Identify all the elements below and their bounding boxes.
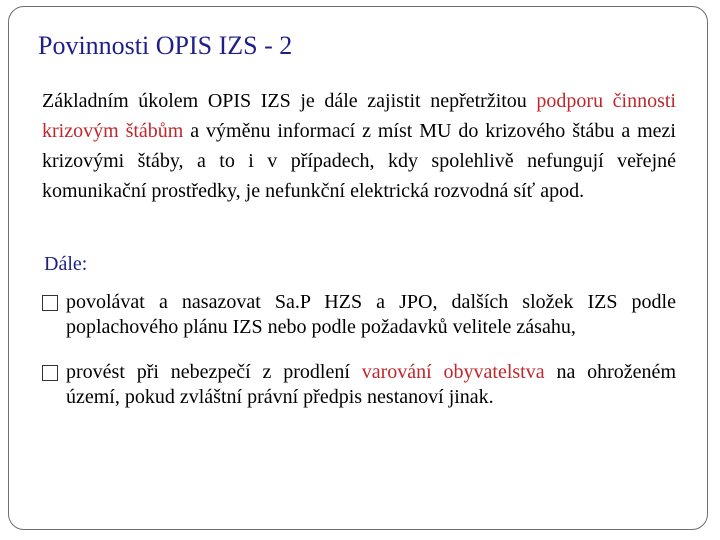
bullet-text-2-part2: na ohroženém území, pokud zvláštní právní předpis nestanoví jinak. <box>66 361 676 408</box>
intro-paragraph <box>42 86 676 206</box>
intro-text-part1: Základním úkolem OPIS IZS je dále zajistit nepřetržitou <box>42 90 537 112</box>
slide-title: Povinnosti OPIS IZS - 2 <box>38 31 293 60</box>
bullet-text-1: povolávat a nasazovat Sa.P HZS a JPO, dalších složek IZS podle poplachového plánu IZS nebo podle požadavků velitele zásahu, <box>66 291 676 338</box>
bullet-item-2 <box>42 360 676 410</box>
bullet-highlight: varování obyvatelstva <box>361 361 545 383</box>
intro-text-part2: a výměnu informací z míst MU do krizového štábu a mezi krizovými štáby, a to i v případech, kdy spolehlivě nefungují veřejné komunikační prostředky, je nefunkční elektrická rozvodná síť apod. <box>42 120 676 202</box>
checkbox-bullet-icon <box>42 295 58 311</box>
checkbox-bullet-icon <box>42 365 58 381</box>
dale-label: Dále: <box>44 253 88 275</box>
bullet-text-2-part1: provést při nebezpečí z prodlení <box>66 361 362 383</box>
intro-highlight: podporu činnosti krizovým štábům <box>42 90 676 142</box>
bullet-item-1 <box>42 290 676 340</box>
slide-frame <box>8 6 708 530</box>
